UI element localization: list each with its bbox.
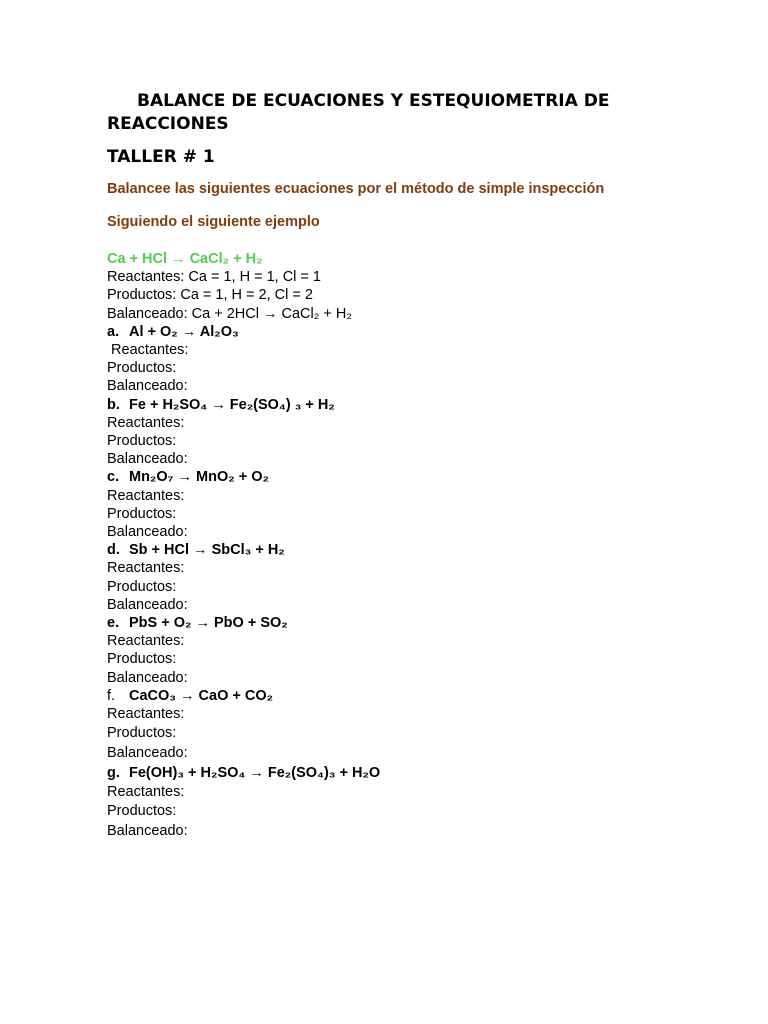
- exercise-a-equation: [107, 323, 380, 341]
- exercise-e-equation: [107, 614, 380, 632]
- equation-text: Fe + H₂SO₄ → Fe₂(SO₄) ₃ + H₂: [129, 396, 335, 413]
- exercise-label: g.: [107, 765, 120, 782]
- exercise-g-reactantes: Reactantes:: [107, 784, 185, 801]
- exercise-e-reactantes: Reactantes:: [107, 633, 185, 650]
- exercise-d-balanceado: Balanceado:: [107, 596, 188, 613]
- example-reactantes: Reactantes: Ca = 1, H = 1, Cl = 1: [107, 269, 321, 286]
- exercise-c-equation: [107, 468, 380, 486]
- exercise-f-equation: [107, 687, 380, 705]
- instruction-text: Balancee las siguientes ecuaciones por el método de simple inspección: [107, 181, 605, 197]
- exercise-b-balanceado: Balanceado:: [107, 451, 188, 468]
- document-title: BALANCE DE ECUACIONES Y ESTEQUIOMETRIA DE REACCIONES: [107, 91, 610, 134]
- equation-text: Sb + HCl → SbCl₃ + H₂: [129, 542, 285, 559]
- exercise-label: d.: [107, 542, 120, 559]
- exercise-c-balanceado: Balanceado:: [107, 524, 188, 541]
- exercise-list: [107, 250, 380, 841]
- document-subtitle: TALLER # 1: [107, 147, 215, 167]
- exercise-d-reactantes: Reactantes:: [107, 560, 185, 577]
- example-productos: Productos: Ca = 1, H = 2, Cl = 2: [107, 287, 313, 304]
- exercise-b-productos: Productos:: [107, 433, 177, 450]
- exercise-a-productos: Productos:: [107, 360, 177, 377]
- exercise-g-balanceado: Balanceado:: [107, 823, 188, 840]
- exercise-f-balanceado: Balanceado:: [107, 745, 188, 762]
- exercise-c-productos: Productos:: [107, 505, 177, 522]
- equation-text: Fe(OH)₃ + H₂SO₄ → Fe₂(SO₄)₃ + H₂O: [129, 765, 381, 782]
- exercise-b-reactantes: Reactantes:: [107, 414, 185, 431]
- exercise-g-equation: [107, 763, 380, 783]
- exercise-d-equation: [107, 541, 380, 559]
- exercise-f-productos: Productos:: [107, 725, 177, 742]
- exercise-label: c.: [107, 469, 120, 486]
- equation-text: Al + O₂ → Al₂O₃: [129, 323, 239, 340]
- exercise-b-equation: [107, 396, 380, 414]
- exercise-a-balanceado: Balanceado:: [107, 378, 188, 395]
- exercise-label: e.: [107, 615, 120, 632]
- exercise-label: b.: [107, 396, 120, 413]
- exercise-e-balanceado: Balanceado:: [107, 669, 188, 686]
- exercise-label: a.: [107, 323, 120, 340]
- example-heading: Siguiendo el siguiente ejemplo: [107, 214, 320, 230]
- equation-text: Mn₂O₇ → MnO₂ + O₂: [129, 469, 269, 486]
- equation-text: CaCO₃ → CaO + CO₂: [129, 687, 274, 704]
- exercise-label: f.: [107, 687, 116, 704]
- exercise-e-productos: Productos:: [107, 651, 177, 668]
- example-balanceado: Balanceado: Ca + 2HCl → CaCl₂ + H₂: [107, 305, 352, 322]
- exercise-d-productos: Productos:: [107, 578, 177, 595]
- example-equation: Ca + HCl → CaCl₂ + H₂: [107, 251, 263, 267]
- exercise-f-reactantes: Reactantes:: [107, 706, 185, 723]
- exercise-c-reactantes: Reactantes:: [107, 487, 185, 504]
- exercise-a-reactantes: Reactantes:: [107, 342, 189, 359]
- exercise-g-productos: Productos:: [107, 803, 177, 820]
- equation-text: PbS + O₂ → PbO + SO₂: [129, 615, 288, 632]
